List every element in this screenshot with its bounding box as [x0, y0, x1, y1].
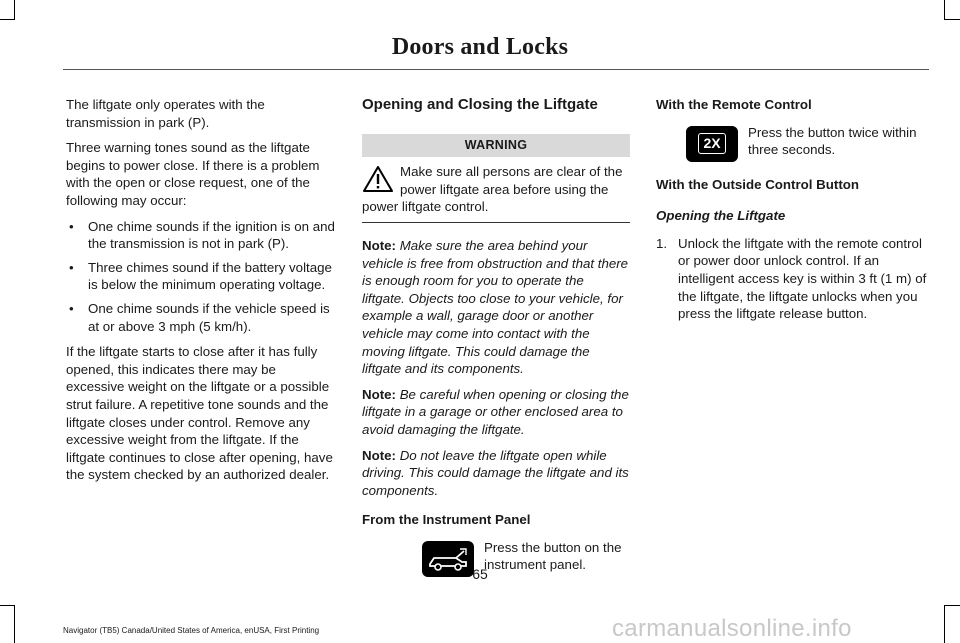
- warning-box: [362, 163, 630, 223]
- footer-text: Navigator (TB5) Canada/United States of America, enUSA, First Printing: [63, 626, 320, 635]
- bullet-item: • One chime sounds if the ignition is on and the transmission is not in park (P).: [66, 218, 336, 253]
- header-rule: [63, 69, 929, 70]
- watermark: carmanualsonline.info: [612, 615, 852, 642]
- step-list: [656, 235, 928, 323]
- crop-mark: [944, 605, 945, 643]
- bullet-item: • Three chimes sound if the battery voltage is below the minimum operating voltage.: [66, 259, 336, 294]
- crop-mark: [14, 0, 15, 20]
- column-3: [656, 96, 928, 323]
- column-2: [362, 96, 630, 591]
- warning-label: WARNING: [362, 134, 630, 158]
- step-text: Unlock the liftgate with the remote control or power door unlock control. If an intelligent access key is within 3 ft (1 m) of the liftgate, the liftgate unlocks when you press the liftgate release button.: [678, 235, 927, 322]
- remote-text: Press the button twice within three seconds.: [748, 124, 917, 158]
- note: [362, 237, 630, 378]
- subsection-heading: With the Remote Control: [656, 97, 812, 112]
- paragraph: If the liftgate starts to close after it has fully opened, this indicates there may be excessive weight on the liftgate or a possible strut failure. A repetitive tone sounds and the liftgate closes under control. Remove any excessive weight from the liftgate. If the liftgate continues to close after opening, have the system checked by an authorized dealer.: [66, 344, 333, 483]
- remote-2x-label: 2X: [698, 133, 725, 155]
- crop-mark: [944, 19, 960, 20]
- crop-mark: [14, 605, 15, 643]
- page-number: 65: [472, 566, 488, 582]
- instrument-text: Press the button on the instrument panel.: [484, 539, 622, 573]
- crop-mark: [944, 605, 960, 606]
- note-text: Make sure the area behind your vehicle is free from obstruction and that there is enough room for you to operate the liftgate. Objects too close to your vehicle, for example a wall, garage door or another vehicle may come into contact with the moving liftgate. This could damage the liftgate and its components.: [362, 237, 629, 377]
- paragraph: Three warning tones sound as the liftgate begins to power close. If there is a problem with the open or close request, one of the following may occur:: [66, 140, 320, 208]
- note-text: Do not leave the liftgate open while driving. This could damage the liftgate and its components.: [362, 447, 629, 498]
- step-number: 1.: [656, 235, 668, 251]
- note-label: Note:: [362, 237, 396, 253]
- paragraph: The liftgate only operates with the transmission in park (P).: [66, 97, 265, 130]
- note-text: Be careful when opening or closing the liftgate in a garage or other enclosed area to avoid damaging the liftgate.: [362, 386, 629, 437]
- warning-text: Make sure all persons are clear of the power liftgate area before using the power liftgate control.: [362, 164, 623, 215]
- crop-mark: [944, 0, 945, 20]
- crop-mark: [0, 605, 15, 606]
- subsection-heading: With the Outside Control Button: [656, 176, 859, 192]
- remote-row: [656, 124, 928, 162]
- page-title: Doors and Locks: [391, 34, 569, 60]
- note: [362, 386, 630, 439]
- note-label: Note:: [362, 386, 396, 402]
- step-item: [656, 235, 928, 323]
- bullet-item: • One chime sounds if the vehicle speed is at or above 3 mph (5 km/h).: [66, 300, 336, 335]
- remote-2x-icon: [686, 126, 738, 162]
- section-heading: Opening and Closing the Liftgate: [362, 96, 598, 113]
- subsection-heading: From the Instrument Panel: [362, 512, 531, 528]
- subsection-heading: Opening the Liftgate: [656, 208, 786, 224]
- column-1: [66, 96, 336, 492]
- warning-triangle-icon: [362, 165, 394, 193]
- bullet-list: [66, 218, 336, 336]
- note: [362, 447, 630, 500]
- crop-mark: [0, 19, 15, 20]
- note-label: Note:: [362, 447, 396, 463]
